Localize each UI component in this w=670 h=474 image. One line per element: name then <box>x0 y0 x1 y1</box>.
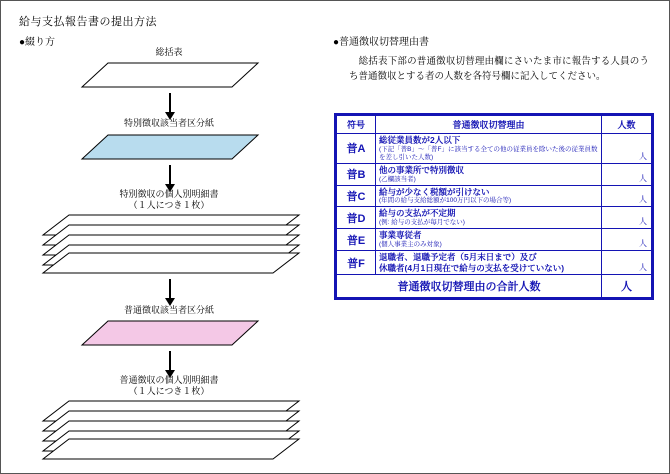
flow-arrow-4 <box>169 351 171 371</box>
row-count-c[interactable]: 人 <box>602 185 652 207</box>
row-symbol-c: 普C <box>337 185 376 207</box>
row-symbol-d: 普D <box>337 207 376 229</box>
row-reason-b-main: 他の事業所で特別徴収 <box>379 164 465 175</box>
total-label: 普通徴収切替理由の合計人数 <box>337 275 602 298</box>
flow-label-step5-line1: 普通徴収の個人別明細書 <box>119 375 219 385</box>
row-reason-b-sub: (乙欄該当者) <box>379 175 416 183</box>
row-reason-c-main: 給与が少なく税額が引けない <box>379 186 490 197</box>
row-count-d[interactable]: 人 <box>602 207 652 229</box>
table-row <box>337 134 652 164</box>
flow-arrow-3 <box>169 279 171 299</box>
flow-sheet-tokubetsu-kubunshi <box>80 133 260 159</box>
row-reason-a-main: 総従業員数が2人以下 <box>379 135 461 145</box>
row-reason-a-sub: (下記「普B」～「普F」に該当する全ての他の従業員を除いた後の従業員数を差し引いた人数) <box>379 145 598 161</box>
row-count-a[interactable]: 人 <box>602 134 652 164</box>
flow-label-step4: 普通徴収該当者区分紙 <box>123 305 214 315</box>
left-section-heading: ●綴り方 <box>19 37 56 48</box>
flow-label-step3-line2: （１人につき１枚） <box>128 200 210 210</box>
row-reason-c <box>376 185 602 207</box>
row-symbol-a: 普A <box>337 134 376 164</box>
row-reason-c-sub: (年間の給与支給総額が100万円以下の場合等) <box>379 197 512 205</box>
flow-label-step2: 特別徴収該当者区分紙 <box>123 118 214 128</box>
row-reason-e <box>376 229 602 251</box>
row-reason-f <box>376 250 602 274</box>
flow-sheet-stack-futsu-meisai <box>41 399 301 459</box>
header-count: 人数 <box>602 116 652 134</box>
header-reason: 普通徴収切替理由 <box>376 116 602 134</box>
row-reason-b <box>376 163 602 185</box>
row-reason-e-main: 事業専従者 <box>379 230 422 241</box>
right-section-note: 総括表下部の普通徴収切替理由欄にさいたま市に報告する人員のうち普通徴収とする者の人数を各符号欄に記入してください。 <box>349 56 649 82</box>
flow-label-step5-line2: （１人につき１枚） <box>128 386 210 396</box>
row-count-f[interactable]: 人 <box>602 250 652 274</box>
table-row <box>337 163 652 185</box>
table-row <box>337 185 652 207</box>
table-row <box>337 207 652 229</box>
flow-label-step1: 総括表 <box>155 47 183 57</box>
row-reason-e-sub: (個人事業主のみ対象) <box>379 240 442 248</box>
flow-arrow-2 <box>169 165 171 185</box>
reason-table <box>336 115 652 298</box>
table-row <box>337 250 652 274</box>
row-count-e[interactable]: 人 <box>602 229 652 251</box>
row-symbol-e: 普E <box>337 229 376 251</box>
row-reason-f-sub: 休職者(4月1日現在で給与の支払を受けていない) <box>379 262 565 273</box>
right-section-heading: ●普通徴収切替理由書 <box>333 37 430 48</box>
flow-sheet-futsu-kubunshi <box>80 319 260 345</box>
table-row <box>337 229 652 251</box>
row-reason-a <box>376 134 602 164</box>
table-header-row <box>337 116 652 134</box>
flow-arrow-1 <box>169 93 171 113</box>
page-title: 給与支払報告書の提出方法 <box>19 16 157 28</box>
flow-sheet-soukatsuhyou <box>80 61 260 87</box>
row-reason-f-main: 退職者、退職予定者（5月末日まで）及び <box>379 251 537 262</box>
flow-label-step3-line1: 特別徴収の個人別明細書 <box>119 189 219 199</box>
row-reason-d <box>376 207 602 229</box>
row-reason-d-main: 給与の支払が不定期 <box>379 208 456 219</box>
total-count[interactable]: 人 <box>602 275 652 298</box>
row-reason-d-sub: (例: 給与の支払が毎月でない) <box>379 219 465 226</box>
row-count-b[interactable]: 人 <box>602 163 652 185</box>
table-total-row <box>337 275 652 298</box>
futsu-choshu-reason-table <box>334 113 654 300</box>
row-symbol-f: 普F <box>337 250 376 274</box>
header-symbol: 符号 <box>337 116 376 134</box>
row-symbol-b: 普B <box>337 163 376 185</box>
flow-sheet-stack-tokubetsu-meisai <box>41 213 301 273</box>
